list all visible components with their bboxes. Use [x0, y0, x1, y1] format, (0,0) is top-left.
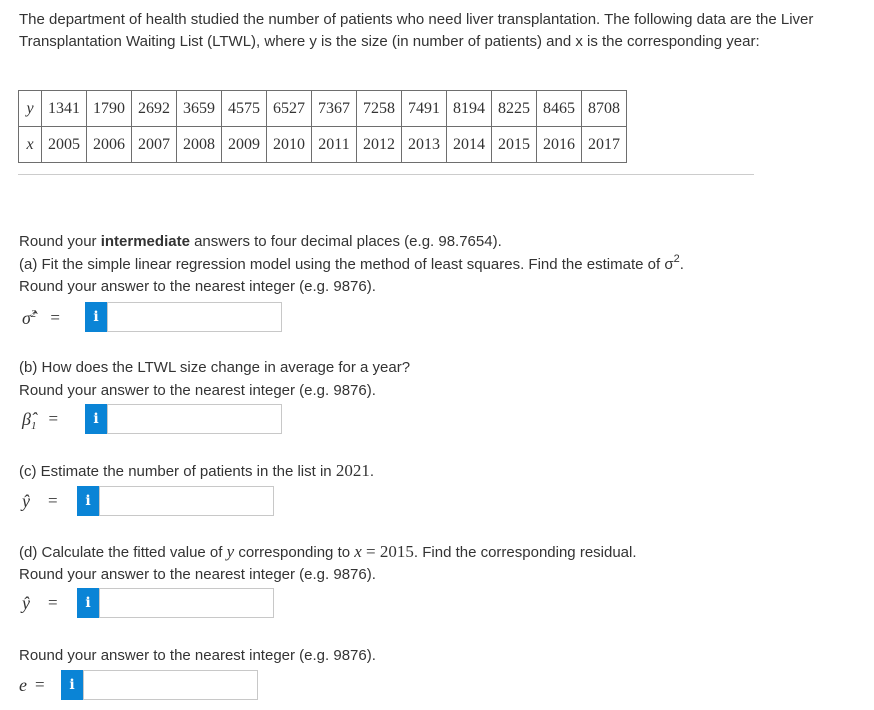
table-cell-x: 2005 [42, 127, 87, 163]
table-cell-y: 8225 [492, 91, 537, 127]
e-symbol: e [19, 674, 27, 695]
table-cell-y: 1790 [87, 91, 132, 127]
divider [18, 174, 754, 175]
table-cell-x: 2006 [87, 127, 132, 163]
table-row-label: x [19, 127, 42, 163]
table-cell-y: 7367 [312, 91, 357, 127]
table-cell-x: 2017 [582, 127, 627, 163]
table-cell-y: 3659 [177, 91, 222, 127]
table-cell-y: 8708 [582, 91, 627, 127]
part-d-question: (d) Calculate the fitted value of y corresponding to x = 2015. Find the corresponding residual. [19, 542, 637, 561]
table-cell-x: 2015 [492, 127, 537, 163]
rounding-instruction: Round your intermediate answers to four decimal places (e.g. 98.7654). [19, 233, 502, 250]
part-d-round-note: Round your answer to the nearest integer (e.g. 9876). [19, 566, 376, 583]
table-cell-x: 2011 [312, 127, 357, 163]
table-cell-x: 2008 [177, 127, 222, 163]
table-cell-y: 7258 [357, 91, 402, 127]
y-hat-2021-input[interactable] [99, 486, 274, 516]
table-cell-x: 2016 [537, 127, 582, 163]
part-b-round-note: Round your answer to the nearest integer (e.g. 9876). [19, 382, 376, 399]
info-icon[interactable]: i [61, 670, 83, 700]
table-cell-y: 1341 [42, 91, 87, 127]
emphasis-text: intermediate [100, 233, 190, 250]
equals-sign: = [35, 675, 45, 694]
table-cell-x: 2013 [402, 127, 447, 163]
table-cell-x: 2007 [132, 127, 177, 163]
y-hat-symbol: ŷ [22, 592, 30, 613]
table-row-x [19, 127, 627, 163]
equals-sign: = [48, 593, 58, 612]
equals-sign: = [48, 491, 58, 510]
year-value: 2021 [335, 461, 370, 480]
table-cell-x: 2014 [447, 127, 492, 163]
table-cell-x: 2009 [222, 127, 267, 163]
info-icon[interactable]: i [85, 404, 107, 434]
part-b-answer-row [22, 404, 58, 434]
table-cell-x: 2010 [267, 127, 312, 163]
residual-input[interactable] [83, 670, 258, 700]
residual-answer-row [19, 670, 45, 700]
table-cell-y: 8465 [537, 91, 582, 127]
table-row-y [19, 91, 627, 127]
table-cell-y: 6527 [267, 91, 312, 127]
sigma-hat-symbol: σ̂$^2$ [22, 307, 37, 328]
problem-intro: The department of health studied the number of patients who need liver transplantation. The following data are the Liver Transplantation Waiting List (LTWL), where y is the size (in number of patients) and x is the corresponding year: [19, 11, 814, 50]
part-c-question: (c) Estimate the number of patients in the list in 2021. [19, 461, 374, 480]
info-icon[interactable]: i [77, 588, 99, 618]
beta-one-input[interactable] [107, 404, 282, 434]
table-cell-y: 2692 [132, 91, 177, 127]
part-c-answer-row [22, 486, 58, 516]
part-d-answer-row [22, 588, 58, 618]
table-cell-y: 7491 [402, 91, 447, 127]
equals-sign: = [50, 308, 60, 327]
info-icon[interactable]: i [85, 302, 107, 332]
info-icon[interactable]: i [77, 486, 99, 516]
table-cell-y: 4575 [222, 91, 267, 127]
table-cell-y: 8194 [447, 91, 492, 127]
part-a-answer-row [22, 303, 60, 333]
data-table [18, 90, 627, 163]
residual-round-note: Round your answer to the nearest integer (e.g. 9876). [19, 647, 376, 664]
part-a-round-note: Round your answer to the nearest integer (e.g. 9876). [19, 278, 376, 295]
fitted-value-input[interactable] [99, 588, 274, 618]
part-a-question: (a) Fit the simple linear regression model using the method of least squares. Find the estimate of $\sigma^2$. [19, 253, 684, 273]
table-row-label: y [19, 91, 42, 127]
y-hat-symbol: ŷ [22, 490, 30, 511]
equals-sign: = [48, 409, 59, 428]
beta-hat-symbol: $\betâ_1$ [22, 408, 37, 432]
year-value: 2015 [379, 542, 414, 561]
sigma-squared-input[interactable] [107, 302, 282, 332]
table-cell-x: 2012 [357, 127, 402, 163]
part-b-question: (b) How does the LTWL size change in average for a year? [19, 359, 411, 376]
